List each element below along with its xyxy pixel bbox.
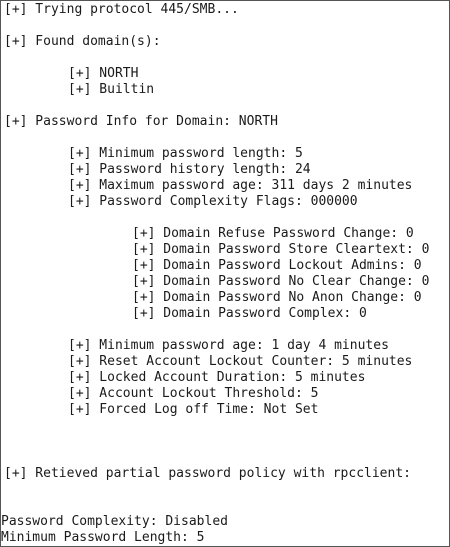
lockout-info-line: [+] Locked Account Duration: 5 minutes (68, 370, 366, 385)
blank-line (4, 50, 449, 66)
blank-line (4, 322, 449, 338)
complexity-flag-line: [+] Domain Password No Anon Change: 0 (132, 290, 422, 305)
password-info-line: [+] Maximum password age: 311 days 2 minutes (68, 178, 413, 193)
blank-line (4, 482, 449, 498)
blank-line (4, 18, 449, 34)
blank-line (4, 418, 449, 434)
lockout-info-line: [+] Reset Account Lockout Counter: 5 minutes (68, 354, 413, 369)
terminal-output (1, 2, 449, 546)
complexity-flag-line: [+] Domain Refuse Password Change: 0 (132, 226, 414, 241)
status-line-found-domains: [+] Found domain(s): (4, 34, 161, 49)
lockout-info-line: [+] Minimum password age: 1 day 4 minutes (68, 338, 389, 353)
blank-line (4, 434, 449, 450)
blank-line (4, 98, 449, 114)
complexity-flag-line: [+] Domain Password Lockout Admins: 0 (132, 258, 422, 273)
rpc-result-line: Minimum Password Length: 5 (1, 530, 205, 545)
lockout-info-line: [+] Account Lockout Threshold: 5 (68, 386, 319, 401)
complexity-flag-line: [+] Domain Password No Clear Change: 0 (132, 274, 430, 289)
status-line-password-info: [+] Password Info for Domain: NORTH (4, 114, 278, 129)
domain-item: [+] Builtin (68, 82, 155, 97)
blank-line (4, 130, 449, 146)
password-info-line: [+] Minimum password length: 5 (68, 146, 303, 161)
password-info-line: [+] Password Complexity Flags: 000000 (68, 194, 358, 209)
complexity-flag-line: [+] Domain Password Complex: 0 (132, 306, 367, 321)
complexity-flag-line: [+] Domain Password Store Cleartext: 0 (132, 242, 430, 257)
domain-item: [+] NORTH (68, 66, 139, 81)
status-line-trying: [+] Trying protocol 445/SMB... (4, 2, 239, 17)
rpc-result-line: Password Complexity: Disabled (1, 514, 228, 529)
lockout-info-line: [+] Forced Log off Time: Not Set (68, 402, 319, 417)
blank-line (4, 210, 449, 226)
blank-line (4, 450, 449, 466)
blank-line (4, 498, 449, 514)
status-line-rpcclient: [+] Retieved partial password policy with rpcclient: (4, 466, 411, 481)
password-info-line: [+] Password history length: 24 (68, 162, 311, 177)
